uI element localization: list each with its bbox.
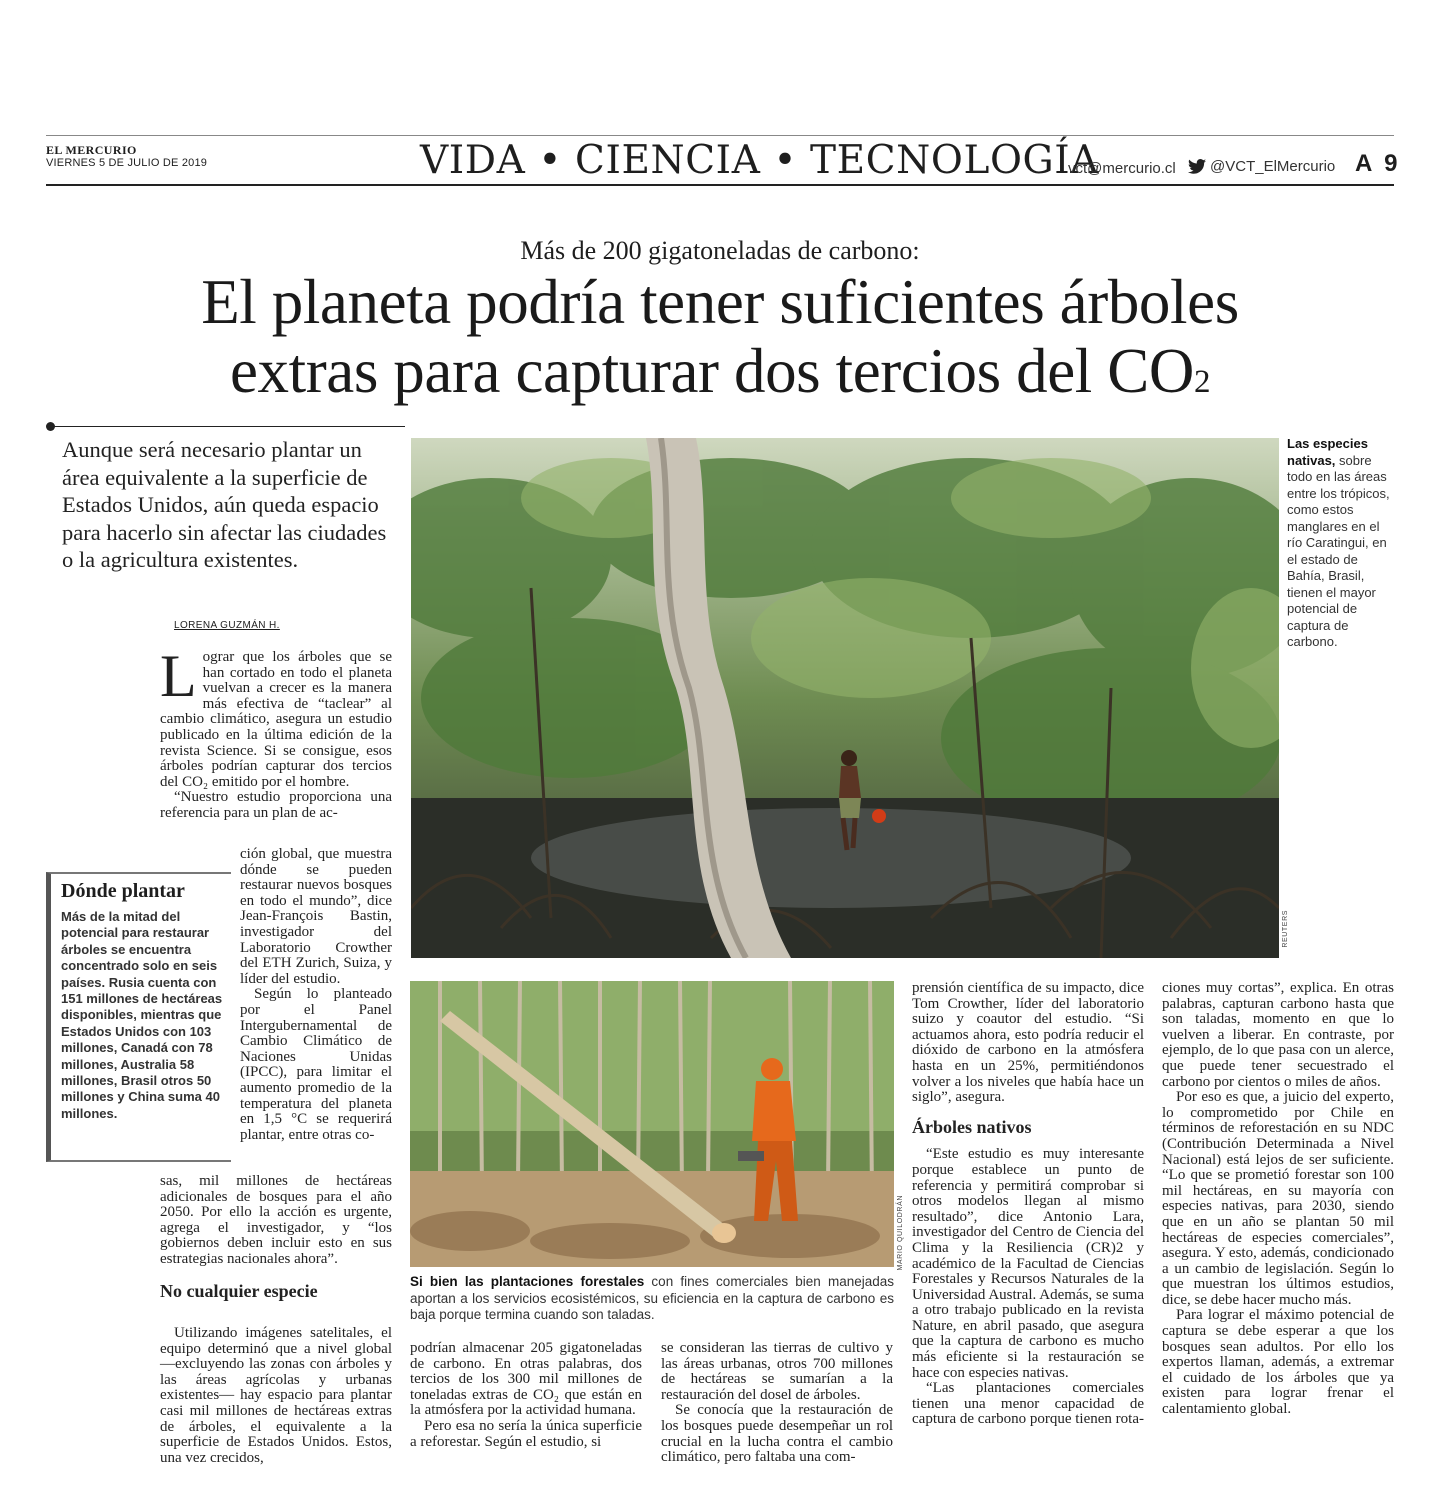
- col-b-paragraph-1: podrían almacenar 205 gigatoneladas de carbono. En otras palabras, dos tercios de los 300 mil millones de toneladas extras de CO₂ que están en la atmósfera por la actividad humana.: [410, 1340, 642, 1419]
- paragraph-1: [160, 643, 392, 790]
- section-email: vct@mercurio.cl: [1068, 160, 1176, 177]
- col-c-paragraph-2: Se conocía que la restauración de los bosques puede desempeñar un rol crucial en la lucha contra el cambio climático, pero faltaba una com-: [661, 1402, 893, 1466]
- main-photo-credit: REUTERS: [1282, 910, 1289, 948]
- twitter-bird-icon: [1188, 159, 1206, 174]
- main-photo-mangroves: [411, 438, 1279, 958]
- page-number: A 9: [1355, 150, 1401, 177]
- body-column-1: [160, 643, 392, 822]
- paragraph-3a: Según lo planteado por el Panel Intergubernamental de Cambio Climático de Naciones Unidas (IPCC), para limitar el aumento promedio de la temperatura del planeta en 1,5 °C se requerirá plantar, entre otras co-: [240, 986, 392, 1143]
- dropcap: L: [160, 643, 197, 709]
- section-title: VIDA • CIENCIA • TECNOLOGÍA: [420, 138, 1100, 183]
- col-e-paragraph-1: ciones muy cortas”, explica. En otras palabras, capturan carbono hasta que son taladas, momento en que lo vuelven a liberar. En contraste, por ejemplo, de lo que pasa con un alerce, que puede tener secuestrado el carbono por cientos o miles de años.: [1162, 980, 1394, 1090]
- headline-subscript: 2: [1193, 364, 1211, 400]
- col-d-paragraph-1: prensión científica de su impacto, dice Tom Crowther, líder del laboratorio suizo y coautor del estudio. “Si actuamos ahora, esto podría reducir el dióxido de carbono en la atmósfera hasta en un 25%, permitiéndonos volver a los niveles que había hace un siglo”, asegura.: [912, 980, 1144, 1106]
- main-caption-bold: Las especies nativas,: [1287, 436, 1368, 468]
- twitter-handle: [1188, 158, 1335, 175]
- mangrove-illustration: [411, 438, 1279, 958]
- paragraph-1-text: ograr que los árboles que se han cortado en todo el planeta vuelvan a crecer es la manera más efectiva de “taclear” al cambio climático, asegura un estudio publicado en la última edición de la revista Science. Si se consigue, esos árboles podrían capturar dos tercios del CO₂ emitido por el hombre.: [160, 649, 392, 790]
- twitter-handle-text: @VCT_ElMercurio: [1210, 158, 1336, 175]
- sidebar-text: Más de la mitad del potencial para restaurar árboles se encuentra concentrado solo en seis países. Rusia cuenta con 151 millones de hectáreas disponibles, mientras que Estados Unidos con 103 millones, Canadá con 78 millones, Australia 58 millones, Brasil otros 50 millones y China suma 40 millones.: [61, 909, 223, 1121]
- paragraph-2b: ción global, que muestra dónde se pueden restaurar nuevos bosques en todo el mundo”, dice Jean-François Bastin, investigador del Laboratorio Crowther del ETH Zurich, Suiza, y líder del estudio.: [240, 846, 392, 987]
- sidebar-title: Dónde plantar: [61, 880, 185, 902]
- second-caption-text: con fines comerciales bien manejadas aportan a los servicios ecosistémicos, su eficiencia en la captura de carbono es baja porque termina cuando son taladas.: [410, 1274, 894, 1323]
- kicker: Más de 200 gigatoneladas de carbono:: [520, 236, 920, 265]
- headline: [40, 268, 1400, 417]
- second-photo-credit: MARIO QUILODRÁN: [897, 1195, 904, 1271]
- top-rule: [46, 135, 1394, 136]
- second-photo-plantation: [410, 981, 894, 1267]
- col-b-paragraph-2: Pero esa no sería la única superficie a reforestar. Según el estudio, si: [410, 1417, 642, 1450]
- plantation-illustration: [410, 981, 894, 1267]
- second-caption-bold: Si bien las plantaciones forestales: [410, 1274, 645, 1289]
- body-column-1-bottom: [160, 1326, 392, 1466]
- sidebar-box: [46, 872, 231, 1162]
- body-column-4: [912, 981, 1144, 1428]
- paragraph-4: Utilizando imágenes satelitales, el equipo determinó que a nivel global —excluyendo las zonas con árboles y las áreas agrícolas y urbanas existentes— hay espacio para plantar casi mil millones de hectáreas extras de árboles, el equivalente a la superficie de Estados Unidos. Estos, una vez crecidos,: [160, 1325, 392, 1466]
- col-e-paragraph-2: Por eso es que, a juicio del experto, lo comprometido por Chile en términos de reforestación en su NDC (Contribución Determinada a Nivel Nacional) está lejos de ser suficiente. “Lo que se prometió forestar son 100 mil hectáreas, en su mayoría con especies nativas, para 2030, siendo que en un año se plantan 50 mil hectáreas de especies comerciales”, asegura. Y esto, además, condicionado a un cambio de legislación. Según lo que muestran los últimos estudios, dice, se debe hacer mucho más.: [1162, 1089, 1394, 1308]
- lead-paragraph: Aunque será necesario plantar un área equivalente a la superficie de Estados Unidos, aún queda espacio para hacerlo sin afectar las ciudades o la agricultura existentes.: [62, 437, 387, 572]
- paragraph-2a: “Nuestro estudio proporciona una referencia para un plan de ac-: [160, 789, 392, 821]
- main-photo-caption: [1287, 436, 1397, 651]
- col-d-paragraph-2: “Este estudio es muy interesante porque establece un punto de referencia y permitirá comprobar si otros modelos llegan al mismo resultado”, dice Antonio Lara, investigador del Centro de Ciencia del Clima y la Resiliencia (CR)2 y académico de la Facultad de Ciencias Forestales y Recursos Naturales de la Universidad Austral. Además, se suma a otro trabajo publicado en la revista Nature, en abril pasado, que asegura que la captura de carbono es mucho más eficiente si la restauración se hace con especies nativas.: [912, 1146, 1144, 1381]
- body-column-1-lower: [160, 1174, 392, 1309]
- main-caption-text: sobre todo en las áreas entre los trópicos, como estos manglares en el río Caratingui, en el estado de Bahía, Brasil, tienen el mayor potencial de captura de carbono.: [1287, 452, 1390, 649]
- paragraph-3b: sas, mil millones de hectáreas adicionales de bosques para el año 2050. Por ello la acción es urgente, agrega el investigador, y “los gobiernos deben incluir esto en sus estrategias nacionales ahora”.: [160, 1173, 392, 1267]
- subhead-no-cualquier: No cualquier especie: [160, 1280, 318, 1301]
- issue-date: VIERNES 5 DE JULIO DE 2019: [46, 157, 208, 169]
- col-e-paragraph-3: Para lograr el máximo potencial de captura se debe esperar a que los bosques sean adultos. Por ello los expertos llaman, además, a extremar el cuidado de los árboles que ya existen para lograr frenar el calentamiento global.: [1162, 1307, 1394, 1418]
- headline-line-2-text: extras para capturar dos tercios del CO: [229, 336, 1194, 406]
- body-column-2: [410, 1341, 642, 1450]
- lead-rule: [50, 426, 405, 427]
- col-d-paragraph-3: “Las plantaciones comerciales tienen una menor capacidad de captura de carbono porque tienen rota-: [912, 1380, 1144, 1428]
- headline-line-2: [40, 337, 1400, 417]
- second-photo-caption: [410, 1274, 894, 1324]
- col-c-paragraph-1: se consideran las tierras de cultivo y las áreas urbanas, otros 700 millones de hectáreas se sumarían a la restauración del dosel de árboles.: [661, 1340, 893, 1403]
- byline: LORENA GUZMÁN H.: [174, 620, 280, 631]
- masthead-rule: [46, 184, 1394, 186]
- body-column-5: [1162, 981, 1394, 1418]
- headline-line-1: El planeta podría tener suficientes árboles: [201, 267, 1239, 337]
- body-column-3: [661, 1341, 893, 1466]
- body-column-1-narrow: [240, 847, 392, 1143]
- subhead-arboles-nativos: Árboles nativos: [912, 1116, 1032, 1137]
- newspaper-name: EL MERCURIO: [46, 143, 137, 157]
